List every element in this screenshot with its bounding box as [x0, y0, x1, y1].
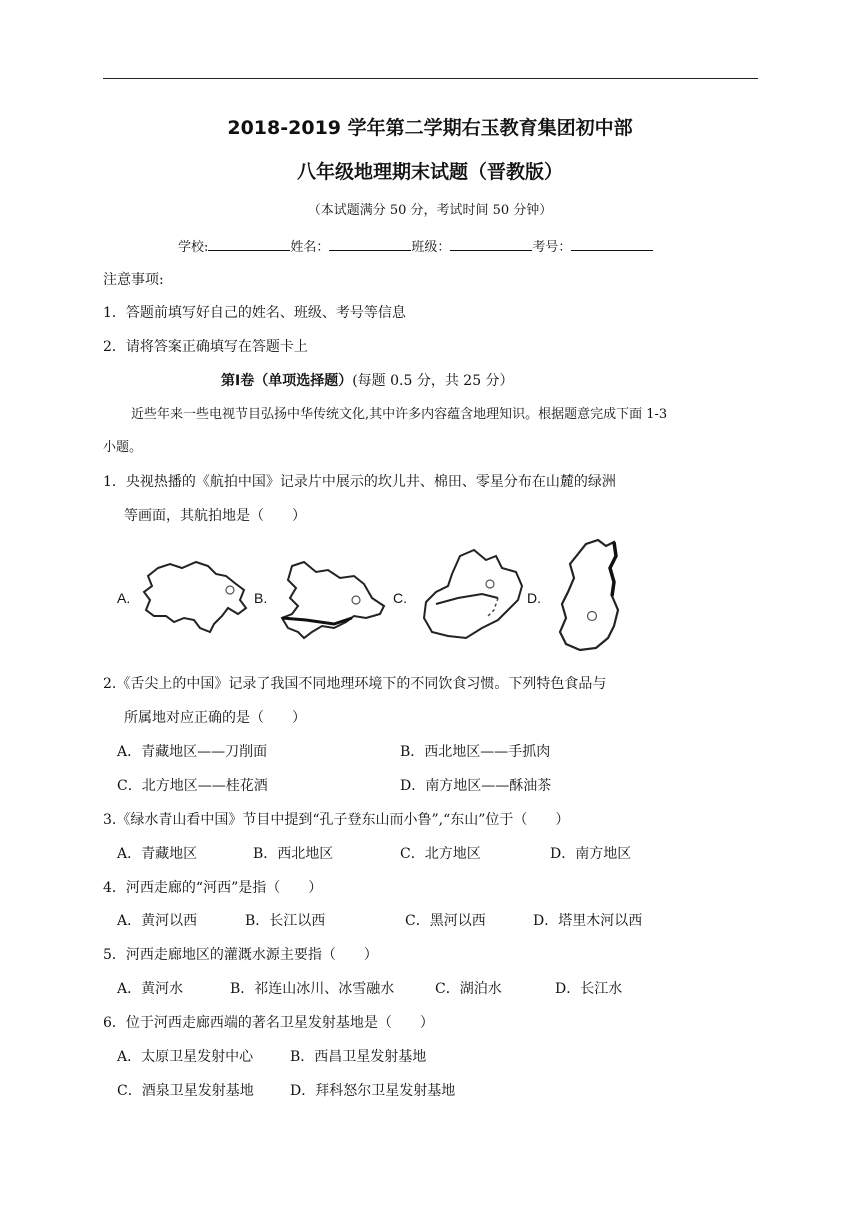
school-blank[interactable] — [208, 236, 290, 251]
class-blank[interactable] — [450, 236, 532, 251]
section-heading — [221, 372, 514, 390]
question-1: 1．央视热播的《航拍中国》记录片中展示的坎儿井、棉田、零星分布在山麓的绿洲 — [103, 474, 616, 490]
question-5: 5．河西走廊地区的灌溉水源主要指（ ） — [103, 947, 378, 963]
q5-option-c[interactable]: C．湖泊水 — [435, 981, 502, 997]
question-6: 6．位于河西走廊西端的著名卫星发射基地是（ ） — [103, 1015, 434, 1031]
question-4: 4．河西走廊的“河西”是指（ ） — [103, 880, 323, 896]
q5-option-b[interactable]: B．祁连山冰川、冰雪融水 — [230, 981, 395, 997]
notice-item: 1．答题前填写好自己的姓名、班级、考号等信息 — [103, 305, 406, 321]
notice-item: 2．请将答案正确填写在答题卡上 — [103, 339, 308, 355]
map-option-d-label: D. — [527, 590, 541, 606]
exam-title-line1: 2018-2019 学年第二学期右玉教育集团初中部 — [227, 117, 633, 139]
name-label: 姓名： — [290, 240, 330, 255]
q6-option-c[interactable]: C．酒泉卫星发射基地 — [117, 1083, 254, 1099]
section-note: (每题 0.5 分，共 25 分） — [352, 373, 514, 389]
question-2-cont: 所属地对应正确的是（ ） — [124, 710, 306, 726]
header-rule — [103, 78, 758, 79]
q3-option-d[interactable]: D．南方地区 — [550, 846, 632, 862]
map-option-d-ningxia[interactable] — [552, 538, 624, 656]
exam-title-line2: 八年级地理期末试题（晋教版） — [296, 161, 563, 183]
map-option-b-label: B. — [254, 590, 268, 606]
section-intro: 近些年来一些电视节目弘扬中华传统文化,其中许多内容蕴含地理知识。根据题意完成下面 1-3 — [131, 407, 668, 422]
q2-option-b[interactable]: B．西北地区——手抓肉 — [400, 744, 551, 760]
q4-option-b[interactable]: B．长江以西 — [245, 913, 326, 929]
section-intro-cont: 小题。 — [103, 440, 143, 455]
question-1-cont: 等画面，其航拍地是（ ） — [124, 508, 306, 524]
q4-option-c[interactable]: C．黑河以西 — [405, 913, 486, 929]
class-label: 班级： — [411, 240, 451, 255]
q4-option-a[interactable]: A．黄河以西 — [117, 913, 198, 929]
map-option-b-gansu[interactable] — [276, 558, 394, 640]
name-blank[interactable] — [329, 236, 411, 251]
id-label: 考号： — [532, 240, 572, 255]
notice-heading: 注意事项: — [103, 272, 164, 288]
question-2: 2.《舌尖上的中国》记录了我国不同地理环境下的不同饮食习惯。下列特色食品与 — [103, 676, 607, 692]
id-blank[interactable] — [571, 236, 653, 251]
q3-option-c[interactable]: C．北方地区 — [400, 846, 481, 862]
q2-option-c[interactable]: C．北方地区——桂花酒 — [117, 778, 268, 794]
q5-option-a[interactable]: A．黄河水 — [117, 981, 184, 997]
q6-option-b[interactable]: B．西昌卫星发射基地 — [290, 1049, 427, 1065]
map-option-c-xinjiang[interactable] — [420, 546, 528, 642]
q3-option-b[interactable]: B．西北地区 — [253, 846, 334, 862]
q2-option-d[interactable]: D．南方地区——酥油茶 — [400, 778, 552, 794]
map-option-a-label: A. — [117, 590, 131, 606]
q3-option-a[interactable]: A．青藏地区 — [117, 846, 198, 862]
q2-option-a[interactable]: A．青藏地区——刀削面 — [117, 744, 268, 760]
q5-option-d[interactable]: D．长江水 — [555, 981, 623, 997]
q4-option-d[interactable]: D．塔里木河以西 — [533, 913, 643, 929]
map-option-a-shanxi[interactable] — [140, 556, 260, 636]
section-title: 第Ⅰ卷（单项选择题） — [221, 373, 353, 389]
school-label: 学校: — [178, 240, 209, 255]
map-option-c-label: C. — [393, 590, 407, 606]
info-fields — [178, 236, 653, 257]
question-3: 3.《绿水青山看中国》节目中提到“孔子登东山而小鲁”,“东山”位于（ ） — [103, 812, 570, 828]
q6-option-a[interactable]: A．太原卫星发射中心 — [117, 1049, 254, 1065]
q6-option-d[interactable]: D．拜科怒尔卫星发射基地 — [290, 1083, 456, 1099]
exam-subtitle: （本试题满分 50 分，考试时间 50 分钟） — [307, 203, 553, 218]
